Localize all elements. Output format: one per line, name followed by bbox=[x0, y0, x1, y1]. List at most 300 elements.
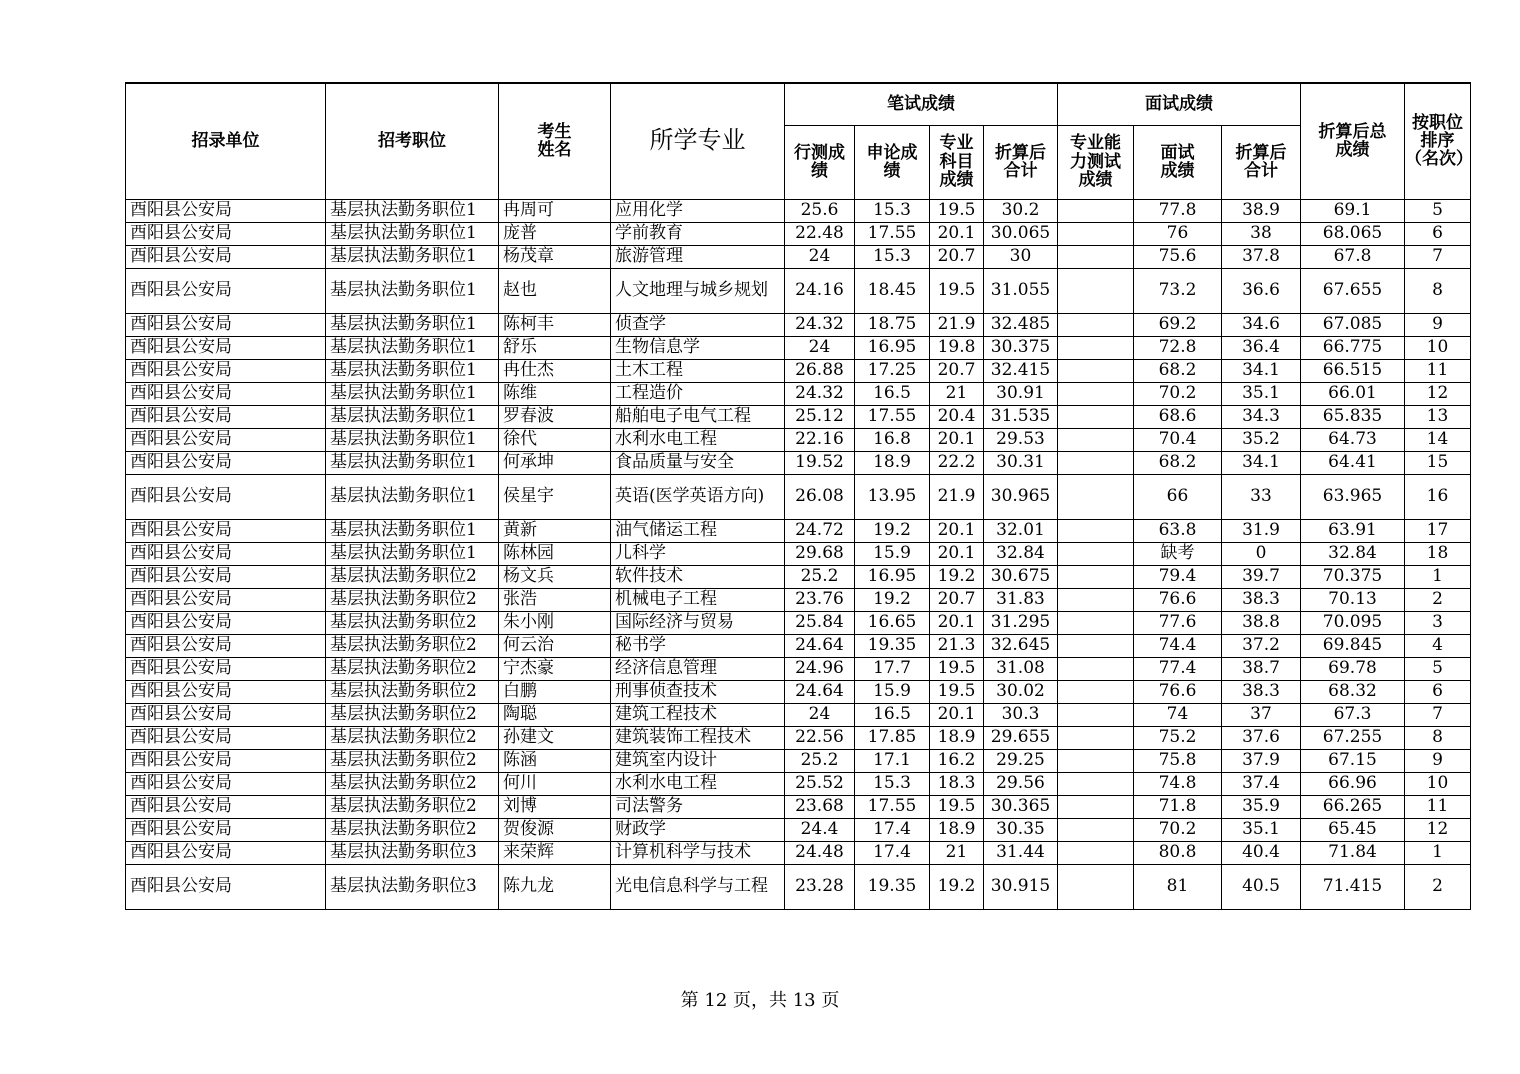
name-cell: 贺俊源 bbox=[499, 818, 611, 841]
interview-score-cell: 73.2 bbox=[1134, 268, 1222, 313]
ability-test-cell bbox=[1058, 749, 1134, 772]
ability-test-cell bbox=[1058, 703, 1134, 726]
interview-total-cell: 34.6 bbox=[1222, 313, 1301, 336]
name-cell: 徐代 bbox=[499, 428, 611, 451]
major-cell: 秘书学 bbox=[611, 634, 785, 657]
position-cell: 基层执法勤务职位1 bbox=[326, 382, 499, 405]
name-cell: 刘博 bbox=[499, 795, 611, 818]
shenlun-cell: 15.3 bbox=[855, 199, 930, 222]
unit-cell: 酉阳县公安局 bbox=[126, 268, 326, 313]
professional-subject-cell: 19.5 bbox=[930, 657, 984, 680]
ability-test-cell bbox=[1058, 245, 1134, 268]
interview-total-cell: 37 bbox=[1222, 703, 1301, 726]
professional-subject-cell: 19.5 bbox=[930, 268, 984, 313]
rank-cell: 5 bbox=[1405, 199, 1471, 222]
ability-test-cell bbox=[1058, 726, 1134, 749]
shenlun-cell: 15.9 bbox=[855, 680, 930, 703]
xingce-cell: 25.84 bbox=[785, 611, 855, 634]
rank-cell: 4 bbox=[1405, 634, 1471, 657]
header-written-group: 笔试成绩 bbox=[785, 83, 1058, 125]
written-total-cell: 30.065 bbox=[984, 222, 1058, 245]
interview-total-cell: 40.5 bbox=[1222, 864, 1301, 909]
interview-score-cell: 69.2 bbox=[1134, 313, 1222, 336]
interview-score-cell: 77.4 bbox=[1134, 657, 1222, 680]
name-cell: 陶聪 bbox=[499, 703, 611, 726]
interview-score-cell: 74.8 bbox=[1134, 772, 1222, 795]
major-cell: 国际经济与贸易 bbox=[611, 611, 785, 634]
written-total-cell: 30.915 bbox=[984, 864, 1058, 909]
shenlun-cell: 17.55 bbox=[855, 795, 930, 818]
final-total-cell: 66.775 bbox=[1301, 336, 1405, 359]
unit-cell: 酉阳县公安局 bbox=[126, 428, 326, 451]
interview-total-cell: 34.1 bbox=[1222, 451, 1301, 474]
position-cell: 基层执法勤务职位2 bbox=[326, 588, 499, 611]
written-total-cell: 31.295 bbox=[984, 611, 1058, 634]
professional-subject-cell: 20.1 bbox=[930, 703, 984, 726]
xingce-cell: 24.48 bbox=[785, 841, 855, 864]
position-cell: 基层执法勤务职位1 bbox=[326, 336, 499, 359]
rank-cell: 2 bbox=[1405, 588, 1471, 611]
name-cell: 冉周可 bbox=[499, 199, 611, 222]
professional-subject-cell: 20.1 bbox=[930, 428, 984, 451]
xingce-cell: 24 bbox=[785, 245, 855, 268]
interview-score-cell: 68.6 bbox=[1134, 405, 1222, 428]
interview-score-cell: 81 bbox=[1134, 864, 1222, 909]
rank-cell: 11 bbox=[1405, 359, 1471, 382]
xingce-cell: 24 bbox=[785, 336, 855, 359]
table-row bbox=[126, 519, 1471, 542]
interview-score-cell: 75.2 bbox=[1134, 726, 1222, 749]
professional-subject-cell: 20.1 bbox=[930, 611, 984, 634]
final-total-cell: 66.515 bbox=[1301, 359, 1405, 382]
ability-test-cell bbox=[1058, 268, 1134, 313]
unit-cell: 酉阳县公安局 bbox=[126, 474, 326, 519]
professional-subject-cell: 21.9 bbox=[930, 313, 984, 336]
position-cell: 基层执法勤务职位3 bbox=[326, 841, 499, 864]
position-cell: 基层执法勤务职位2 bbox=[326, 749, 499, 772]
xingce-cell: 23.68 bbox=[785, 795, 855, 818]
name-cell: 何云治 bbox=[499, 634, 611, 657]
final-total-cell: 65.835 bbox=[1301, 405, 1405, 428]
table-row bbox=[126, 359, 1471, 382]
written-total-cell: 30.31 bbox=[984, 451, 1058, 474]
xingce-cell: 22.56 bbox=[785, 726, 855, 749]
rank-cell: 2 bbox=[1405, 864, 1471, 909]
shenlun-cell: 19.35 bbox=[855, 634, 930, 657]
xingce-cell: 22.16 bbox=[785, 428, 855, 451]
final-total-cell: 66.96 bbox=[1301, 772, 1405, 795]
table-row bbox=[126, 772, 1471, 795]
xingce-cell: 26.08 bbox=[785, 474, 855, 519]
professional-subject-cell: 16.2 bbox=[930, 749, 984, 772]
interview-score-cell: 72.8 bbox=[1134, 336, 1222, 359]
unit-cell: 酉阳县公安局 bbox=[126, 359, 326, 382]
interview-total-cell: 38.3 bbox=[1222, 680, 1301, 703]
interview-score-cell: 71.8 bbox=[1134, 795, 1222, 818]
professional-subject-cell: 20.1 bbox=[930, 542, 984, 565]
header-written-total: 折算后 合计 bbox=[984, 125, 1058, 199]
interview-score-cell: 74.4 bbox=[1134, 634, 1222, 657]
name-cell: 何川 bbox=[499, 772, 611, 795]
written-total-cell: 32.84 bbox=[984, 542, 1058, 565]
final-total-cell: 69.845 bbox=[1301, 634, 1405, 657]
table-row bbox=[126, 795, 1471, 818]
major-cell: 刑事侦查技术 bbox=[611, 680, 785, 703]
rank-cell: 8 bbox=[1405, 726, 1471, 749]
interview-total-cell: 40.4 bbox=[1222, 841, 1301, 864]
rank-cell: 9 bbox=[1405, 749, 1471, 772]
position-cell: 基层执法勤务职位1 bbox=[326, 451, 499, 474]
written-total-cell: 31.44 bbox=[984, 841, 1058, 864]
professional-subject-cell: 19.8 bbox=[930, 336, 984, 359]
xingce-cell: 23.28 bbox=[785, 864, 855, 909]
table-row bbox=[126, 634, 1471, 657]
major-cell: 水利水电工程 bbox=[611, 428, 785, 451]
written-total-cell: 30.675 bbox=[984, 565, 1058, 588]
major-cell: 生物信息学 bbox=[611, 336, 785, 359]
final-total-cell: 67.655 bbox=[1301, 268, 1405, 313]
major-cell: 机械电子工程 bbox=[611, 588, 785, 611]
position-cell: 基层执法勤务职位2 bbox=[326, 634, 499, 657]
name-cell: 陈维 bbox=[499, 382, 611, 405]
table-row bbox=[126, 199, 1471, 222]
ability-test-cell bbox=[1058, 680, 1134, 703]
ability-test-cell bbox=[1058, 519, 1134, 542]
interview-total-cell: 0 bbox=[1222, 542, 1301, 565]
shenlun-cell: 17.55 bbox=[855, 222, 930, 245]
major-cell: 经济信息管理 bbox=[611, 657, 785, 680]
shenlun-cell: 19.2 bbox=[855, 588, 930, 611]
xingce-cell: 26.88 bbox=[785, 359, 855, 382]
major-cell: 建筑工程技术 bbox=[611, 703, 785, 726]
final-total-cell: 63.91 bbox=[1301, 519, 1405, 542]
position-cell: 基层执法勤务职位1 bbox=[326, 405, 499, 428]
interview-total-cell: 35.2 bbox=[1222, 428, 1301, 451]
position-cell: 基层执法勤务职位2 bbox=[326, 703, 499, 726]
name-cell: 陈九龙 bbox=[499, 864, 611, 909]
ability-test-cell bbox=[1058, 474, 1134, 519]
final-total-cell: 63.965 bbox=[1301, 474, 1405, 519]
interview-total-cell: 33 bbox=[1222, 474, 1301, 519]
position-cell: 基层执法勤务职位2 bbox=[326, 657, 499, 680]
header-interview-total: 折算后 合计 bbox=[1222, 125, 1301, 199]
interview-score-cell: 77.8 bbox=[1134, 199, 1222, 222]
interview-total-cell: 35.1 bbox=[1222, 382, 1301, 405]
interview-total-cell: 38.8 bbox=[1222, 611, 1301, 634]
xingce-cell: 19.52 bbox=[785, 451, 855, 474]
xingce-cell: 23.76 bbox=[785, 588, 855, 611]
table-row bbox=[126, 657, 1471, 680]
table-row bbox=[126, 864, 1471, 909]
professional-subject-cell: 18.9 bbox=[930, 818, 984, 841]
shenlun-cell: 16.5 bbox=[855, 703, 930, 726]
shenlun-cell: 16.8 bbox=[855, 428, 930, 451]
table-row bbox=[126, 313, 1471, 336]
table-row bbox=[126, 222, 1471, 245]
final-total-cell: 67.085 bbox=[1301, 313, 1405, 336]
rank-cell: 10 bbox=[1405, 772, 1471, 795]
unit-cell: 酉阳县公安局 bbox=[126, 772, 326, 795]
professional-subject-cell: 21 bbox=[930, 382, 984, 405]
ability-test-cell bbox=[1058, 199, 1134, 222]
ability-test-cell bbox=[1058, 336, 1134, 359]
final-total-cell: 70.13 bbox=[1301, 588, 1405, 611]
final-total-cell: 70.375 bbox=[1301, 565, 1405, 588]
name-cell: 陈涵 bbox=[499, 749, 611, 772]
rank-cell: 5 bbox=[1405, 657, 1471, 680]
table-row bbox=[126, 588, 1471, 611]
final-total-cell: 67.8 bbox=[1301, 245, 1405, 268]
header-unit: 招录单位 bbox=[126, 83, 326, 199]
name-cell: 张浩 bbox=[499, 588, 611, 611]
xingce-cell: 24.16 bbox=[785, 268, 855, 313]
professional-subject-cell: 20.7 bbox=[930, 359, 984, 382]
interview-score-cell: 70.2 bbox=[1134, 382, 1222, 405]
position-cell: 基层执法勤务职位2 bbox=[326, 818, 499, 841]
interview-score-cell: 70.2 bbox=[1134, 818, 1222, 841]
interview-total-cell: 37.9 bbox=[1222, 749, 1301, 772]
name-cell: 罗春波 bbox=[499, 405, 611, 428]
interview-total-cell: 39.7 bbox=[1222, 565, 1301, 588]
final-total-cell: 67.3 bbox=[1301, 703, 1405, 726]
rank-cell: 6 bbox=[1405, 680, 1471, 703]
shenlun-cell: 15.3 bbox=[855, 772, 930, 795]
interview-total-cell: 38 bbox=[1222, 222, 1301, 245]
rank-cell: 1 bbox=[1405, 565, 1471, 588]
written-total-cell: 30.375 bbox=[984, 336, 1058, 359]
shenlun-cell: 16.95 bbox=[855, 565, 930, 588]
rank-cell: 1 bbox=[1405, 841, 1471, 864]
unit-cell: 酉阳县公安局 bbox=[126, 749, 326, 772]
shenlun-cell: 15.3 bbox=[855, 245, 930, 268]
major-cell: 土木工程 bbox=[611, 359, 785, 382]
rank-cell: 15 bbox=[1405, 451, 1471, 474]
name-cell: 来荣辉 bbox=[499, 841, 611, 864]
rank-cell: 3 bbox=[1405, 611, 1471, 634]
xingce-cell: 24.72 bbox=[785, 519, 855, 542]
written-total-cell: 31.08 bbox=[984, 657, 1058, 680]
position-cell: 基层执法勤务职位2 bbox=[326, 726, 499, 749]
name-cell: 白鹏 bbox=[499, 680, 611, 703]
xingce-cell: 24.32 bbox=[785, 382, 855, 405]
table-row bbox=[126, 680, 1471, 703]
header-position: 招考职位 bbox=[326, 83, 499, 199]
header-major: 所学专业 bbox=[611, 83, 785, 199]
unit-cell: 酉阳县公安局 bbox=[126, 313, 326, 336]
final-total-cell: 69.78 bbox=[1301, 657, 1405, 680]
professional-subject-cell: 19.5 bbox=[930, 795, 984, 818]
rank-cell: 7 bbox=[1405, 703, 1471, 726]
interview-total-cell: 36.4 bbox=[1222, 336, 1301, 359]
shenlun-cell: 13.95 bbox=[855, 474, 930, 519]
interview-total-cell: 37.2 bbox=[1222, 634, 1301, 657]
interview-total-cell: 38.7 bbox=[1222, 657, 1301, 680]
xingce-cell: 24.96 bbox=[785, 657, 855, 680]
written-total-cell: 32.415 bbox=[984, 359, 1058, 382]
header-interview-score: 面试 成绩 bbox=[1134, 125, 1222, 199]
ability-test-cell bbox=[1058, 359, 1134, 382]
professional-subject-cell: 22.2 bbox=[930, 451, 984, 474]
final-total-cell: 70.095 bbox=[1301, 611, 1405, 634]
unit-cell: 酉阳县公安局 bbox=[126, 611, 326, 634]
unit-cell: 酉阳县公安局 bbox=[126, 795, 326, 818]
position-cell: 基层执法勤务职位2 bbox=[326, 680, 499, 703]
name-cell: 宁杰豪 bbox=[499, 657, 611, 680]
written-total-cell: 30.365 bbox=[984, 795, 1058, 818]
shenlun-cell: 17.1 bbox=[855, 749, 930, 772]
table-row bbox=[126, 474, 1471, 519]
table-row bbox=[126, 818, 1471, 841]
rank-cell: 14 bbox=[1405, 428, 1471, 451]
written-total-cell: 29.53 bbox=[984, 428, 1058, 451]
interview-total-cell: 35.1 bbox=[1222, 818, 1301, 841]
professional-subject-cell: 18.3 bbox=[930, 772, 984, 795]
final-total-cell: 64.73 bbox=[1301, 428, 1405, 451]
table-row bbox=[126, 428, 1471, 451]
interview-score-cell: 79.4 bbox=[1134, 565, 1222, 588]
rank-cell: 13 bbox=[1405, 405, 1471, 428]
xingce-cell: 25.12 bbox=[785, 405, 855, 428]
final-total-cell: 66.01 bbox=[1301, 382, 1405, 405]
interview-score-cell: 80.8 bbox=[1134, 841, 1222, 864]
interview-score-cell: 63.8 bbox=[1134, 519, 1222, 542]
table-body bbox=[126, 199, 1471, 909]
rank-cell: 7 bbox=[1405, 245, 1471, 268]
shenlun-cell: 18.45 bbox=[855, 268, 930, 313]
written-total-cell: 30.965 bbox=[984, 474, 1058, 519]
name-cell: 冉仕杰 bbox=[499, 359, 611, 382]
unit-cell: 酉阳县公安局 bbox=[126, 588, 326, 611]
ability-test-cell bbox=[1058, 772, 1134, 795]
interview-score-cell: 76.6 bbox=[1134, 680, 1222, 703]
interview-score-cell: 76.6 bbox=[1134, 588, 1222, 611]
ability-test-cell bbox=[1058, 818, 1134, 841]
shenlun-cell: 17.85 bbox=[855, 726, 930, 749]
unit-cell: 酉阳县公安局 bbox=[126, 703, 326, 726]
header-rank: 按职位 排序 （名次） bbox=[1405, 83, 1471, 199]
ability-test-cell bbox=[1058, 841, 1134, 864]
unit-cell: 酉阳县公安局 bbox=[126, 336, 326, 359]
final-total-cell: 68.065 bbox=[1301, 222, 1405, 245]
page-footer: 第 12 页，共 13 页 bbox=[680, 990, 840, 1011]
major-cell: 建筑室内设计 bbox=[611, 749, 785, 772]
interview-total-cell: 34.3 bbox=[1222, 405, 1301, 428]
professional-subject-cell: 20.7 bbox=[930, 588, 984, 611]
shenlun-cell: 15.9 bbox=[855, 542, 930, 565]
professional-subject-cell: 20.4 bbox=[930, 405, 984, 428]
unit-cell: 酉阳县公安局 bbox=[126, 565, 326, 588]
xingce-cell: 22.48 bbox=[785, 222, 855, 245]
professional-subject-cell: 20.7 bbox=[930, 245, 984, 268]
table-row bbox=[126, 749, 1471, 772]
name-cell: 杨茂章 bbox=[499, 245, 611, 268]
ability-test-cell bbox=[1058, 405, 1134, 428]
position-cell: 基层执法勤务职位1 bbox=[326, 474, 499, 519]
written-total-cell: 30.35 bbox=[984, 818, 1058, 841]
position-cell: 基层执法勤务职位1 bbox=[326, 313, 499, 336]
name-cell: 陈柯丰 bbox=[499, 313, 611, 336]
major-cell: 油气储运工程 bbox=[611, 519, 785, 542]
major-cell: 光电信息科学与工程 bbox=[611, 864, 785, 909]
shenlun-cell: 18.75 bbox=[855, 313, 930, 336]
professional-subject-cell: 20.1 bbox=[930, 222, 984, 245]
major-cell: 软件技术 bbox=[611, 565, 785, 588]
ability-test-cell bbox=[1058, 611, 1134, 634]
name-cell: 黄新 bbox=[499, 519, 611, 542]
rank-cell: 12 bbox=[1405, 818, 1471, 841]
major-cell: 船舶电子电气工程 bbox=[611, 405, 785, 428]
interview-total-cell: 37.6 bbox=[1222, 726, 1301, 749]
interview-score-cell: 75.6 bbox=[1134, 245, 1222, 268]
professional-subject-cell: 21 bbox=[930, 841, 984, 864]
rank-cell: 6 bbox=[1405, 222, 1471, 245]
shenlun-cell: 18.9 bbox=[855, 451, 930, 474]
major-cell: 旅游管理 bbox=[611, 245, 785, 268]
name-cell: 侯星宇 bbox=[499, 474, 611, 519]
table-row bbox=[126, 245, 1471, 268]
written-total-cell: 32.645 bbox=[984, 634, 1058, 657]
unit-cell: 酉阳县公安局 bbox=[126, 245, 326, 268]
header-name: 考生 姓名 bbox=[499, 83, 611, 199]
rank-cell: 16 bbox=[1405, 474, 1471, 519]
interview-total-cell: 37.4 bbox=[1222, 772, 1301, 795]
professional-subject-cell: 19.5 bbox=[930, 680, 984, 703]
interview-total-cell: 38.9 bbox=[1222, 199, 1301, 222]
interview-score-cell: 74 bbox=[1134, 703, 1222, 726]
name-cell: 庞普 bbox=[499, 222, 611, 245]
major-cell: 建筑装饰工程技术 bbox=[611, 726, 785, 749]
written-total-cell: 30.91 bbox=[984, 382, 1058, 405]
interview-total-cell: 38.3 bbox=[1222, 588, 1301, 611]
written-total-cell: 29.56 bbox=[984, 772, 1058, 795]
shenlun-cell: 17.55 bbox=[855, 405, 930, 428]
ability-test-cell bbox=[1058, 313, 1134, 336]
position-cell: 基层执法勤务职位2 bbox=[326, 795, 499, 818]
unit-cell: 酉阳县公安局 bbox=[126, 199, 326, 222]
final-total-cell: 71.84 bbox=[1301, 841, 1405, 864]
ability-test-cell bbox=[1058, 657, 1134, 680]
shenlun-cell: 17.25 bbox=[855, 359, 930, 382]
ability-test-cell bbox=[1058, 588, 1134, 611]
ability-test-cell bbox=[1058, 222, 1134, 245]
final-total-cell: 65.45 bbox=[1301, 818, 1405, 841]
interview-score-cell: 68.2 bbox=[1134, 359, 1222, 382]
shenlun-cell: 17.7 bbox=[855, 657, 930, 680]
xingce-cell: 24.64 bbox=[785, 634, 855, 657]
major-cell: 人文地理与城乡规划 bbox=[611, 268, 785, 313]
xingce-cell: 29.68 bbox=[785, 542, 855, 565]
major-cell: 学前教育 bbox=[611, 222, 785, 245]
rank-cell: 10 bbox=[1405, 336, 1471, 359]
position-cell: 基层执法勤务职位1 bbox=[326, 359, 499, 382]
unit-cell: 酉阳县公安局 bbox=[126, 519, 326, 542]
final-total-cell: 69.1 bbox=[1301, 199, 1405, 222]
interview-total-cell: 35.9 bbox=[1222, 795, 1301, 818]
table-row bbox=[126, 841, 1471, 864]
interview-total-cell: 34.1 bbox=[1222, 359, 1301, 382]
shenlun-cell: 19.35 bbox=[855, 864, 930, 909]
final-total-cell: 67.15 bbox=[1301, 749, 1405, 772]
name-cell: 舒乐 bbox=[499, 336, 611, 359]
header-professional-subject: 专业 科目 成绩 bbox=[930, 125, 984, 199]
unit-cell: 酉阳县公安局 bbox=[126, 726, 326, 749]
ability-test-cell bbox=[1058, 795, 1134, 818]
xingce-cell: 25.6 bbox=[785, 199, 855, 222]
name-cell: 杨文兵 bbox=[499, 565, 611, 588]
rank-cell: 12 bbox=[1405, 382, 1471, 405]
professional-subject-cell: 19.2 bbox=[930, 565, 984, 588]
major-cell: 工程造价 bbox=[611, 382, 785, 405]
